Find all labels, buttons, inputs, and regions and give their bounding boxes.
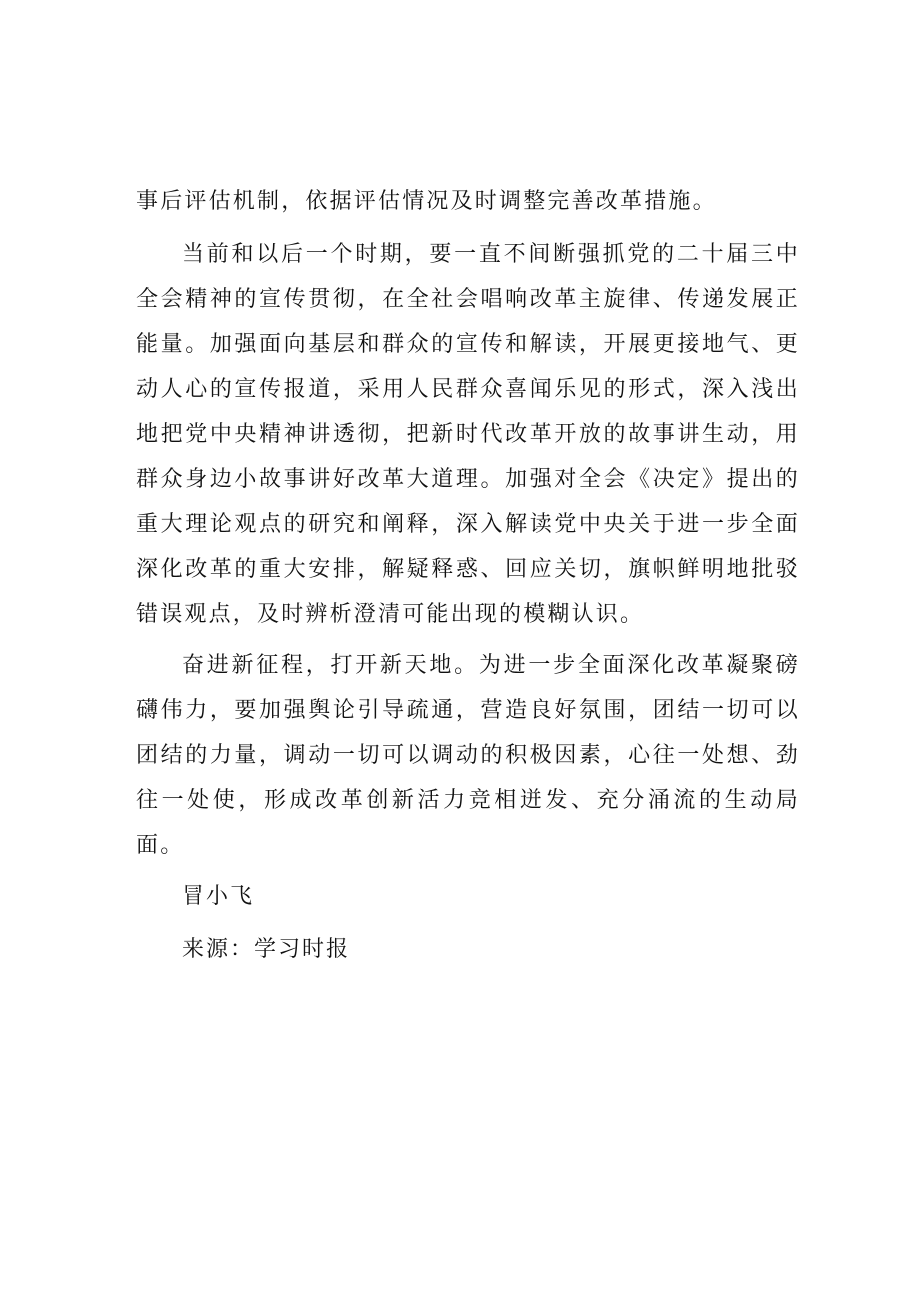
paragraph-conclusion: 奋进新征程，打开新天地。为进一步全面深化改革凝聚磅礴伟力，要加强舆论引导疏通，营造良好氛围，团结一切可以团结的力量，调动一切可以调动的积极因素，心往一处想、劲往一处使，形成改革创新活力竞相迸发、充分涌流的生动局面。 bbox=[136, 653, 800, 858]
paragraph-continuation: 事后评估机制，依据评估情况及时调整完善改革措施。 bbox=[136, 189, 717, 214]
article-body bbox=[136, 179, 800, 980]
paragraph-publicity: 当前和以后一个时期，要一直不间断强抓党的二十届三中全会精神的宣传贯彻，在全社会唱响改革主旋律、传递发展正能量。加强面向基层和群众的宣传和解读，开展更接地气、更动人心的宣传报道，采用人民群众喜闻乐见的形式，深入浅出地把党中央精神讲透彻，把新时代改革开放的故事讲生动，用群众身边小故事讲好改革大道理。加强对全会《决定》提出的重大理论观点的研究和阐释，深入解读党中央关于进一步全面深化改革的重大安排，解疑释惑、回应关切，旗帜鲜明地批驳错误观点，及时辨析澄清可能出现的模糊认识。 bbox=[136, 242, 800, 627]
source-line: 来源：学习时报 bbox=[182, 937, 351, 962]
author-name: 冒小飞 bbox=[182, 884, 255, 909]
